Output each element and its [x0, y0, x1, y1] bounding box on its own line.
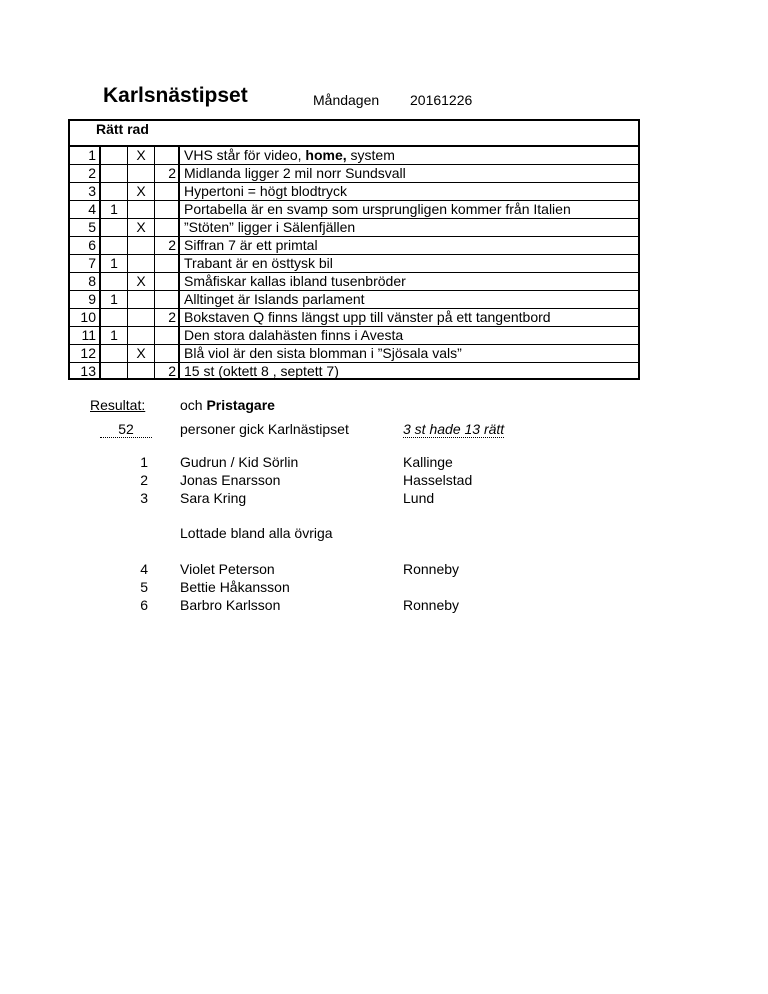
choice-x-cell [128, 165, 155, 182]
choice-1-cell [101, 363, 128, 380]
participants-text: personer gick Karlnästipset [180, 421, 349, 437]
question-text [182, 327, 638, 344]
winner-name: Barbro Karlsson [180, 597, 281, 613]
choice-2-cell: 2 [155, 165, 180, 182]
choice-1-cell [101, 237, 128, 254]
table-row [70, 345, 638, 363]
choice-1-cell [101, 219, 128, 236]
row-number: 4 [70, 201, 101, 218]
question-part: Bokstaven Q finns längst upp till vänster på ett tangentbord [184, 309, 551, 325]
choice-2-cell [155, 273, 180, 290]
row-number: 12 [70, 345, 101, 362]
choice-2-cell [155, 147, 180, 164]
choice-1-cell: 1 [101, 291, 128, 308]
choice-x-cell [128, 291, 155, 308]
winner-rank: 4 [140, 561, 148, 577]
question-text [182, 147, 638, 164]
table-row [70, 255, 638, 273]
question-part: Hypertoni = högt blodtryck [184, 183, 348, 199]
choice-1-cell: 1 [101, 327, 128, 344]
choice-x-cell [128, 363, 155, 380]
choice-2-cell [155, 219, 180, 236]
choice-2-cell [155, 255, 180, 272]
winner-name: Sara Kring [180, 490, 247, 506]
winner-place: Ronneby [403, 561, 460, 577]
choice-x-cell [128, 237, 155, 254]
choice-2-cell: 2 [155, 363, 180, 380]
question-text [182, 219, 638, 236]
choice-2-cell [155, 201, 180, 218]
question-part: Trabant är en östtysk bil [184, 255, 333, 271]
table-row [70, 273, 638, 291]
winners-heading-label: Pristagare [206, 397, 275, 413]
table-row [70, 237, 638, 255]
row-number: 6 [70, 237, 101, 254]
question-part: Midlanda ligger 2 mil norr Sundsvall [184, 165, 406, 181]
question-part: Den stora dalahästen finns i Avesta [184, 327, 404, 343]
choice-2-cell [155, 291, 180, 308]
answer-table-header [70, 121, 638, 147]
choice-2-cell: 2 [155, 309, 180, 326]
row-number: 2 [70, 165, 101, 182]
question-text [182, 255, 638, 272]
winner-rank: 3 [140, 490, 148, 506]
row-number: 7 [70, 255, 101, 272]
weekday-label: Måndagen [313, 92, 380, 108]
question-part: 15 st (oktett 8 , septett 7) [184, 363, 339, 379]
table-row [70, 309, 638, 327]
winner-rank: 2 [140, 472, 148, 488]
date-label: 20161226 [410, 92, 473, 108]
question-emphasis: home, [305, 147, 347, 163]
table-row [70, 201, 638, 219]
choice-x-cell: X [128, 273, 155, 290]
row-number: 13 [70, 363, 101, 380]
choice-2-cell [155, 183, 180, 200]
choice-1-cell [101, 183, 128, 200]
question-part: Småfiskar kallas ibland tusenbröder [184, 273, 406, 289]
row-number: 11 [70, 327, 101, 344]
question-text [182, 183, 638, 200]
row-number: 1 [70, 147, 101, 164]
question-part: VHS står för video, [184, 147, 306, 163]
choice-1-cell [101, 345, 128, 362]
choice-2-cell: 2 [155, 237, 180, 254]
winner-rank: 6 [140, 597, 148, 613]
answer-rows [70, 147, 638, 381]
winner-name: Jonas Enarsson [180, 472, 281, 488]
winner-rank: 5 [140, 579, 148, 595]
table-row [70, 165, 638, 183]
choice-x-cell [128, 201, 155, 218]
table-row [70, 291, 638, 309]
table-row [70, 147, 638, 165]
question-part: Portabella är en svamp som ursprungligen kommer från Italien [184, 201, 571, 217]
winner-place: Kallinge [403, 454, 453, 470]
choice-x-cell [128, 255, 155, 272]
winners-heading [180, 397, 275, 413]
winner-name: Violet Peterson [180, 561, 275, 577]
question-part: ”Stöten” ligger i Sälenfjällen [184, 219, 356, 235]
question-text [182, 291, 638, 308]
table-row [70, 327, 638, 345]
results-label: Resultat: [90, 397, 146, 413]
winner-place: Hasselstad [403, 472, 473, 488]
row-number: 5 [70, 219, 101, 236]
question-part: Blå viol är den sista blomman i ”Sjösala vals” [184, 345, 462, 361]
answer-table [68, 119, 640, 380]
choice-x-cell [128, 327, 155, 344]
question-part: Siffran 7 är ett primtal [184, 237, 318, 253]
choice-1-cell [101, 147, 128, 164]
row-number: 3 [70, 183, 101, 200]
choice-1-cell: 1 [101, 255, 128, 272]
question-part: Alltinget är Islands parlament [184, 291, 365, 307]
choice-2-cell [155, 345, 180, 362]
choice-x-cell: X [128, 219, 155, 236]
choice-1-cell [101, 165, 128, 182]
choice-1-cell [101, 273, 128, 290]
table-row [70, 219, 638, 237]
table-row [70, 183, 638, 201]
and-prefix: och [180, 397, 207, 413]
row-number: 8 [70, 273, 101, 290]
choice-2-cell [155, 327, 180, 344]
table-row [70, 363, 638, 381]
question-text [182, 345, 638, 362]
winner-name: Bettie Håkansson [180, 579, 290, 595]
choice-x-cell [128, 309, 155, 326]
row-number: 10 [70, 309, 101, 326]
choice-x-cell: X [128, 345, 155, 362]
question-part: system [346, 147, 395, 163]
winner-name: Gudrun / Kid Sörlin [180, 454, 299, 470]
question-text [182, 201, 638, 218]
question-text [182, 165, 638, 182]
question-text [182, 273, 638, 290]
participants-count: 52 [100, 421, 152, 438]
question-text [182, 363, 638, 380]
choice-1-cell [101, 309, 128, 326]
winner-place: Lund [403, 490, 435, 506]
choice-x-cell: X [128, 147, 155, 164]
page-title: Karlsnästipset [103, 84, 248, 107]
lottery-note: Lottade bland alla övriga [180, 525, 333, 541]
choice-x-cell: X [128, 183, 155, 200]
winner-place: Ronneby [403, 597, 460, 613]
full-score-note: 3 st hade 13 rätt [403, 421, 505, 437]
choice-1-cell: 1 [101, 201, 128, 218]
answers-heading: Rätt rad [96, 121, 149, 137]
question-text [182, 309, 638, 326]
winner-rank: 1 [140, 454, 148, 470]
row-number: 9 [70, 291, 101, 308]
question-text [182, 237, 638, 254]
